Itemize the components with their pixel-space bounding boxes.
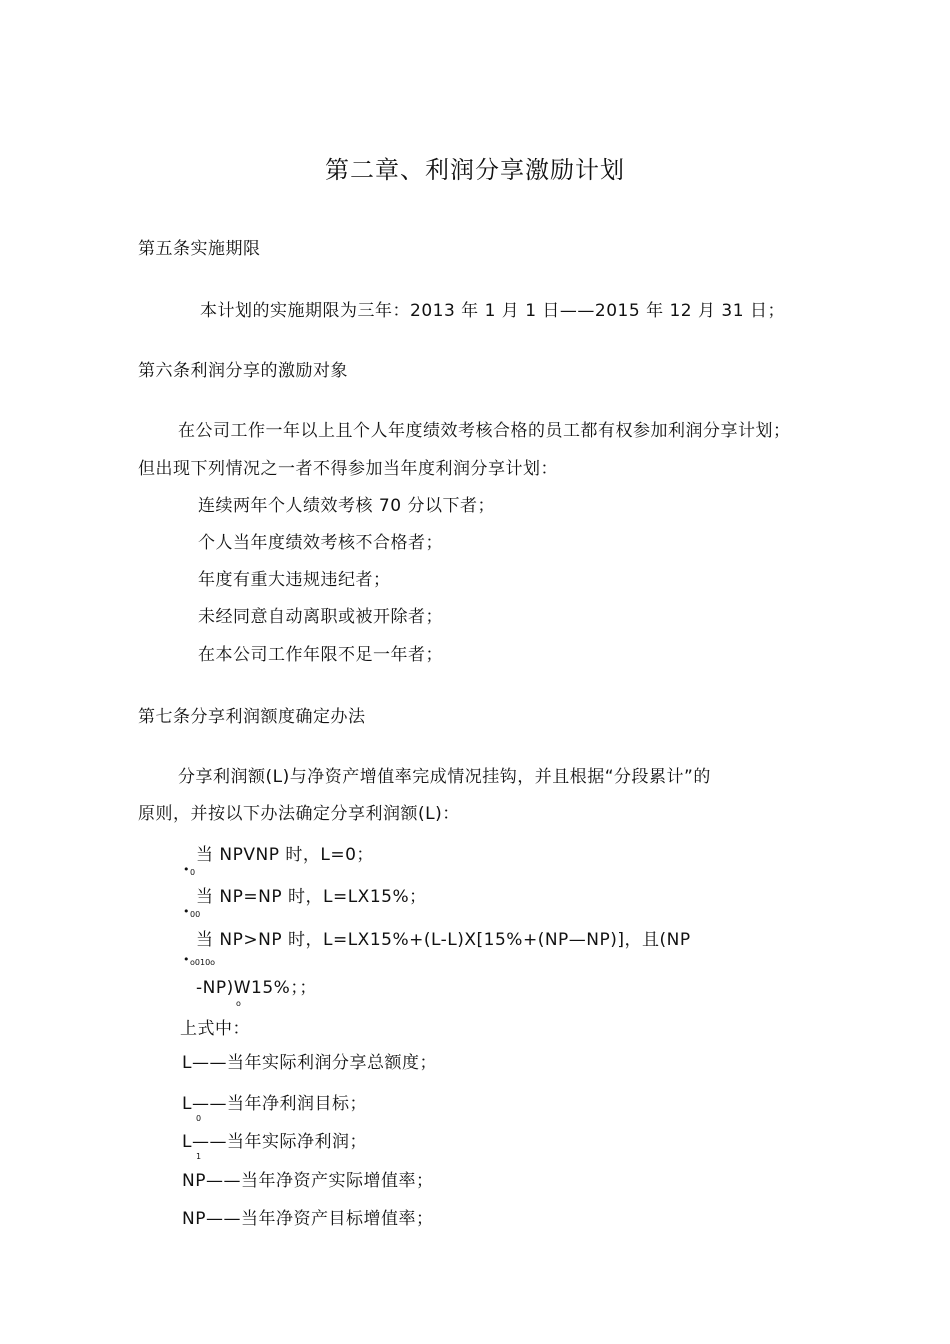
list-item: 未经同意自动离职或被开除者；	[198, 607, 443, 627]
article7-paragraph-line2: 原则，并按以下办法确定分享利润额(L)：	[138, 804, 460, 824]
subscript-text: 0	[190, 868, 196, 877]
list-item: 在本公司工作年限不足一年者；	[198, 645, 443, 665]
article6-paragraph-line2: 但出现下列情况之一者不得参加当年度利润分享计划：	[138, 459, 558, 479]
article6-paragraph-line1: 在公司工作一年以上且个人年度绩效考核合格的员工都有权参加利润分享计划；	[178, 421, 791, 441]
bullet-marker: •	[183, 863, 190, 876]
bullet-marker: •	[183, 953, 190, 966]
formula-line: 当 NP=NP 时，L=LX15%；	[196, 887, 427, 907]
list-item: 年度有重大违规违纪者；	[198, 570, 391, 590]
article5-heading: 第五条实施期限	[138, 239, 261, 259]
article7-paragraph-line1: 分享利润额(L)与净资产增值率完成情况挂钩，并且根据“分段累计”的	[178, 767, 711, 787]
formula-line: 当 NPVNP 时，L=0；	[196, 845, 374, 865]
subscript-text: 00	[190, 910, 201, 919]
list-item: 个人当年度绩效考核不合格者；	[198, 533, 443, 553]
chapter-title: 第二章、利润分享激励计划	[325, 156, 625, 184]
article6-heading: 第六条利润分享的激励对象	[138, 361, 348, 381]
bullet-marker: •	[183, 905, 190, 918]
formula-line: -NP)W15%；；	[196, 978, 317, 998]
definition-line: NP——当年净资产实际增值率；	[182, 1171, 434, 1191]
definition-line: L——当年净利润目标；	[182, 1094, 367, 1114]
subscript-text: o	[236, 999, 241, 1008]
subscript-text: 0	[196, 1114, 202, 1123]
definition-line: NP——当年净资产目标增值率；	[182, 1209, 434, 1229]
definition-line: L——当年实际利润分享总额度；	[182, 1053, 437, 1073]
subscript-text: 1	[196, 1152, 202, 1161]
article7-heading: 第七条分享利润额度确定办法	[138, 707, 366, 727]
list-item: 连续两年个人绩效考核 70 分以下者；	[198, 496, 495, 516]
article5-text: 本计划的实施期限为三年：2013 年 1 月 1 日——2015 年 12 月 31 日；	[200, 301, 785, 321]
definition-line: L——当年实际净利润；	[182, 1132, 367, 1152]
where-label: 上式中：	[180, 1019, 250, 1039]
subscript-text: o010o	[190, 958, 216, 967]
formula-line: 当 NP>NP 时，L=LX15%+(L-L)X[15%+(NP—NP)]，且(NP	[196, 930, 691, 950]
